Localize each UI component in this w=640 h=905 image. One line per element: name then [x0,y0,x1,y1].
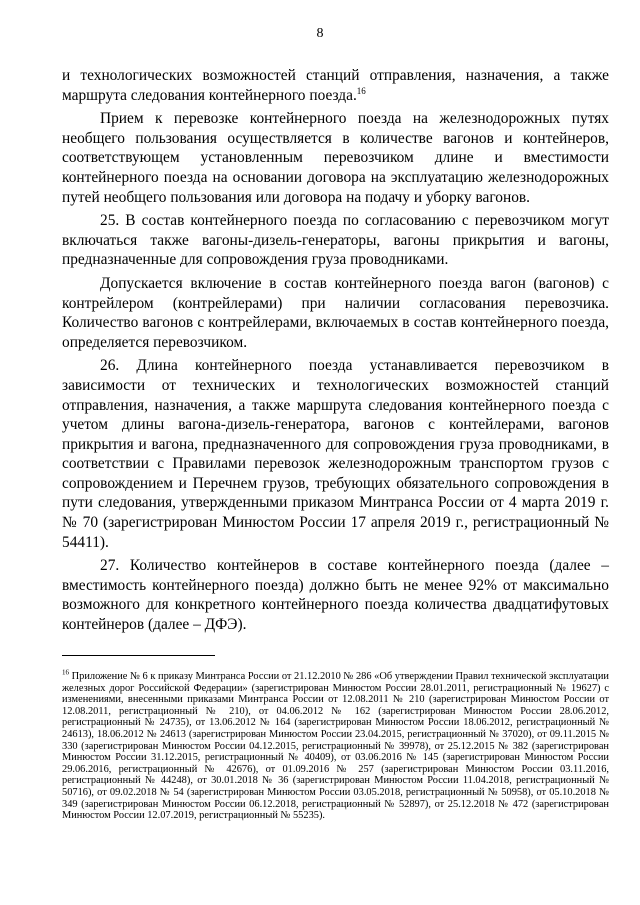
paragraph-item-26 [62,356,609,552]
paragraph-item-25 [62,211,609,270]
paragraph-text: и технологических возможностей станций отправления, назначения, а также маршрута следования контейнерного поезда. [62,67,609,104]
paragraph-text: 27. Количество контейнеров в составе контейнерного поезда (далее – вместимость контейнерного поезда) должно быть не менее 92% от максимально возможного для конкретного контейнерного поезда количества двадцатифутовых контейнеров (далее – ДФЭ). [62,557,609,634]
paragraph-text: 25. В состав контейнерного поезда по согласованию с перевозчиком могут включаться также вагоны-дизель-генераторы, вагоны прикрытия и вагоны, предназначенные для сопровождения груза проводниками. [62,212,609,269]
footnote-separator [62,655,215,656]
paragraph-item-27 [62,556,609,634]
paragraph-text: Допускается включение в состав контейнерного поезда вагон (вагонов) с контрейлером (контрейлерами) при наличии согласования перевозчика. Количество вагонов с контрейлерами, включаемых в состав контейнерного поезда, определяется перевозчиком. [62,274,609,351]
paragraph-continuation [62,66,609,105]
footnote-text: Приложение № 6 к приказу Минтранса России от 21.12.2010 № 286 «Об утверждении Правил технической эксплуатации железных дорог Российской Федерации» (зарегистрирован Минюстом России 28.01.2011, регистрационный № 19627) с изменениями, внесенными приказами Минтранса России от 12.08.2011 № 210 (зарегистрирован Минюстом России от 12.08.2011, регистрационный № 210), от 04.06.2012 № 162 (зарегистрирован Минюстом России 28.06.2012, регистрационный № 24735), от 13.06.2012 № 164 (зарегистрирован Минюстом России 18.06.2012, регистрационный № 24613), 18.06.2012 № 24613 (зарегистрирован Минюстом России 23.04.2015, регистрационный № 37020), от 09.11.2015 № 330 (зарегистрирован Минюстом России 04.12.2015, регистрационный № 39978), от 25.12.2015 № 382 (зарегистрирован Минюстом России 31.12.2015, регистрационный № 40409), от 03.06.2016 № 145 (зарегистрирован Минюстом России 29.06.2016, регистрационный № 42676), от 01.09.2016 № 257 (зарегистрирован Минюстом России 03.11.2016, регистрационный № 44248), от 30.01.2018 № 36 (зарегистрирован Минюстом России 11.04.2018, регистрационный № 50716), от 09.02.2018 № 54 (зарегистрирован Минюстом России 03.05.2018, регистрационный № 50958), от 05.10.2018 № 349 (зарегистрирован Минюстом России 06.12.2018, регистрационный № 52897), от 25.12.2018 № 472 (зарегистрирован Минюстом России 12.07.2019, регистрационный № 55235). [62,671,609,822]
body-text [62,66,609,635]
footnote-reference[interactable]: 16 [356,85,366,96]
paragraph-text: 26. Длина контейнерного поезда устанавливается перевозчиком в зависимости от технических и технологических возможностей станций отправления, назначения, а также маршрута следования контейнерного поезда с учетом длины вагона-дизель-генератора, вагонов с контейлерами, вагонов прикрытия и вагона, предназначенного для сопровождения груза проводниками, в соответствии с Правилами перевозок железнодорожным транспортом грузов с сопровождением и Перечнем грузов, требующих обязательного сопровождения в пути следования, утвержденными приказом Минтранса России от 4 марта 2019 г. № 70 (зарегистрирован Минюстом России 17 апреля 2019 г., регистрационный № 54411). [62,357,609,551]
paragraph-contrailer [62,274,609,352]
paragraph-text: Прием к перевозке контейнерного поезда на железнодорожных путях необщего пользования осуществляется в количестве вагонов и контейнеров, соответствующем установленным перевозчиком длине и вместимости контейнерного поезда на основании договора на эксплуатацию железнодорожных путей необщего пользования или договора на подачу и уборку вагонов. [62,110,609,206]
footnote-marker-wrap [62,668,69,682]
paragraph-acceptance [62,109,609,207]
footnote-marker: 16 [62,668,69,677]
page-number: 8 [316,26,324,41]
footnote-paragraph [62,668,609,822]
footnote [62,668,609,822]
